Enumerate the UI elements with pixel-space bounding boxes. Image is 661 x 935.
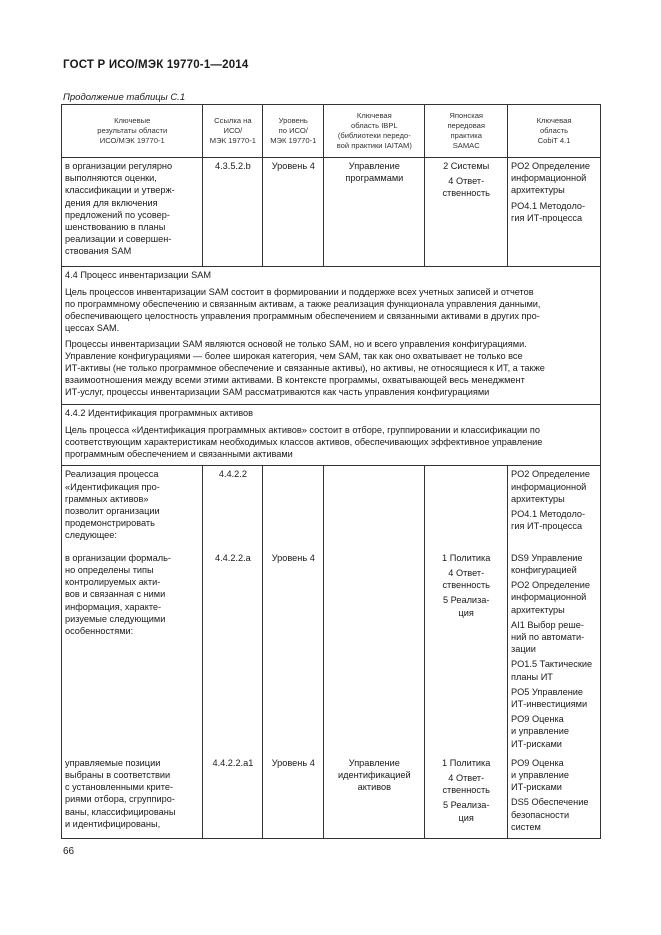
cell-entry: PO9 Оценка и управление ИТ-рисками	[511, 757, 569, 793]
cell-reference: 4.4.2.2.a	[203, 550, 263, 755]
cell-entry: 5 Реализа- ция	[442, 800, 490, 823]
section-4-4-2-heading: 4.4.2 Идентификация программных активов	[65, 407, 253, 418]
cell-entry: PO2 Определение информационной архитектуры	[511, 161, 591, 196]
cell-level: Уровень 4	[263, 755, 324, 839]
cell-entry: 1 Политика	[442, 757, 491, 768]
cell-entry: PO9 Оценка и управление ИТ-рисками	[511, 714, 569, 749]
table-row	[62, 466, 601, 550]
cell-ibpl: Управление идентификацией активов	[324, 755, 425, 839]
cell-entry: PO2 Определение информационной архитектуры	[511, 469, 591, 504]
header-level: Уровень по ИСО/ МЭК 19770-1	[263, 105, 324, 158]
cell-level: Уровень 4	[263, 158, 324, 267]
header-key-results: Ключевые результаты области ИСО/МЭК 19770-1	[62, 105, 203, 158]
section-4-4-paragraph-2: Процессы инвентаризации SAM являются основой не только SAM, но и всего управления конфигурациями. Управление конфигурациями — более широкая категория, чем SAM, так как оно охватывает не только все ИТ-активы (не только программное обеспечение и связанные активы), но активы, не относящиеся к ИТ, а также взаимоотношения между всеми этими активами. В контексте программы, охватывающей весь менеджмент ИТ-услуг, процессы инвентаризации SAM рассматриваются как часть управления конфигурациями	[65, 338, 545, 398]
page-number: 66	[63, 846, 75, 857]
cell-entry: PO4.1 Методоло- гия ИТ-процесса	[511, 200, 586, 223]
cell-ibpl: Управление программами	[324, 158, 425, 267]
table-row	[62, 158, 601, 267]
cell-result: в организации формаль- но определены типы контролируемых акти- вов и связанная с ними информация, характе- ризуемые следующими особенностями:	[62, 550, 203, 755]
cell-entry: DS9 Управление конфигурацией	[511, 552, 583, 575]
cell-entry: 1 Политика	[442, 552, 491, 563]
cell-entry: DS5 Обеспечение безопасности систем	[511, 797, 589, 832]
section-row-4-4	[62, 266, 601, 404]
cell-level	[263, 466, 324, 550]
cell-level: Уровень 4	[263, 550, 324, 755]
header-ibpl: Ключевая область IBPL (библиотеки передо- вой практики IAITAM)	[324, 105, 425, 158]
table-row	[62, 550, 601, 755]
section-4-4-2-cell	[62, 404, 601, 466]
cell-entry: PO4.1 Методоло- гия ИТ-процесса	[511, 509, 586, 532]
cell-reference: 4.4.2.2	[203, 466, 263, 550]
section-4-4-cell	[62, 266, 601, 404]
cell-entry: 2 Системы	[443, 161, 490, 171]
cell-entry: 4 Ответ- ственность	[442, 567, 490, 591]
cell-samac	[425, 466, 508, 550]
header-cobit: Ключевая область CobiT 4.1	[508, 105, 601, 158]
cell-entry: 4 Ответ- ственность	[442, 772, 490, 796]
document-title: ГОСТ Р ИСО/МЭК 19770-1—2014	[63, 59, 249, 71]
cell-cobit	[508, 550, 601, 755]
cell-cobit	[508, 755, 601, 839]
cell-entry: 4 Ответ- ственность	[442, 176, 490, 199]
table-row	[62, 755, 601, 839]
cell-ibpl	[324, 550, 425, 755]
section-4-4-2-paragraph-1: Цель процесса «Идентификация программных активов» состоит в отборе, группировании и классификации по соответствующим характеристикам необходимых классов активов, обеспечивающих эффективное управление программным обеспечением и связанными активами	[65, 424, 543, 460]
cell-result: Реализация процесса «Идентификация про- граммных активов» позволит организации продемонстрировать следующее:	[62, 466, 203, 550]
cell-result: управляемые позиции выбраны в соответствии с установленными крите- риями отбора, сгруппиро- ваны, классифицированы и идентифицированы,	[62, 755, 203, 839]
cell-samac	[425, 158, 508, 267]
cell-samac	[425, 550, 508, 755]
table-header-row	[62, 105, 601, 158]
cross-reference-table	[61, 104, 601, 839]
cell-entry: PO2 Определение информационной архитектуры	[511, 580, 591, 615]
cell-cobit	[508, 466, 601, 550]
header-reference: Ссылка на ИСО/ МЭК 19770-1	[203, 105, 263, 158]
cell-cobit	[508, 158, 601, 267]
cell-result: в организации регулярно выполняются оценки, классификации и утверж- дения для включения предложений по усовер- шенствованию в планы реализации и совершен- ствования SAM	[62, 158, 203, 267]
table-caption: Продолжение таблицы С.1	[63, 92, 186, 103]
header-samac: Японская передовая практика SAMAC	[425, 105, 508, 158]
cell-entry: PO5 Управление ИТ-инвестициями	[511, 686, 588, 709]
cell-ibpl	[324, 466, 425, 550]
cell-samac	[425, 755, 508, 839]
cell-entry: 5 Реализа- ция	[442, 595, 490, 618]
cell-entry: PO1.5 Тактические планы ИТ	[511, 659, 593, 682]
cell-entry: AI1 Выбор реше- ний по автомати- зации	[511, 619, 585, 655]
cell-reference: 4.3.5.2.b	[203, 158, 263, 267]
section-row-4-4-2	[62, 404, 601, 466]
section-4-4-heading: 4.4 Процесс инвентаризации SAM	[65, 269, 212, 280]
section-4-4-paragraph-1: Цель процессов инвентаризации SAM состоит в формировании и поддержке всех учетных записей и отчетов по программному обеспечению и связанным активам, а также реализация функционала управления данными, обеспечивающего целостность управления программным обеспечением и связанными активами в других про- цессах SAM.	[65, 286, 541, 334]
cell-reference: 4.4.2.2.a1	[203, 755, 263, 839]
